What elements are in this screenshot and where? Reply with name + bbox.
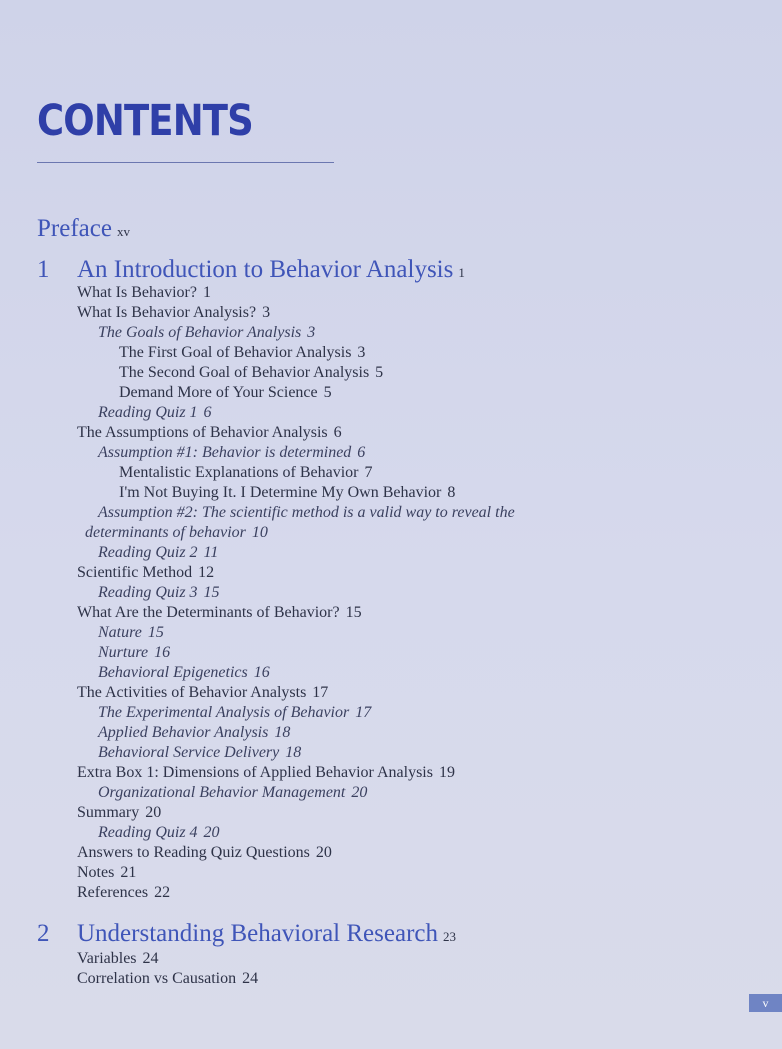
toc-entry[interactable]: Reading Quiz 3 15: [98, 584, 220, 601]
toc-entry[interactable]: Summary 20: [77, 804, 162, 821]
toc-entry[interactable]: References 22: [77, 884, 171, 901]
preface-title: Preface: [37, 215, 112, 242]
preface-page: xv: [116, 224, 130, 239]
chapter-title: An Introduction to Behavior Analysis 1: [77, 256, 465, 283]
toc-entry[interactable]: Nurture 16: [98, 644, 171, 661]
toc-entry[interactable]: Reading Quiz 2 11: [98, 544, 219, 561]
toc-entry[interactable]: Assumption #2: The scientific method is a valid way to reveal the: [98, 504, 515, 521]
toc-entry[interactable]: The Goals of Behavior Analysis 3: [98, 324, 316, 341]
toc-entry[interactable]: What Is Behavior Analysis? 3: [77, 304, 271, 321]
toc-entry[interactable]: Behavioral Epigenetics 16: [98, 664, 270, 681]
toc-entry[interactable]: What Is Behavior? 1: [77, 284, 211, 301]
chapter-2-entries: [77, 949, 258, 989]
toc-entry[interactable]: Variables 24: [77, 950, 159, 967]
toc-entry[interactable]: Correlation vs Causation 24: [77, 970, 259, 987]
toc-entry[interactable]: Nature 15: [98, 624, 164, 641]
toc-entry[interactable]: Reading Quiz 4 20: [98, 824, 220, 841]
toc-entry[interactable]: Mentalistic Explanations of Behavior 7: [119, 464, 373, 481]
toc-entry[interactable]: The Activities of Behavior Analysts 17: [77, 684, 329, 701]
toc-entry[interactable]: The First Goal of Behavior Analysis 3: [119, 344, 366, 361]
chapter-page: 1: [458, 265, 465, 280]
preface-entry[interactable]: [37, 215, 130, 243]
title-divider: [37, 162, 334, 163]
toc-entry[interactable]: Applied Behavior Analysis 18: [98, 724, 291, 741]
toc-entry[interactable]: Demand More of Your Science 5: [119, 384, 332, 401]
chapter-page: 23: [443, 929, 456, 944]
page-title: CONTENTS: [37, 96, 253, 146]
toc-entry[interactable]: Scientific Method 12: [77, 564, 215, 581]
toc-entry-continued[interactable]: determinants of behavior 10: [85, 524, 268, 541]
toc-entry[interactable]: Behavioral Service Delivery 18: [98, 744, 302, 761]
toc-entry[interactable]: The Assumptions of Behavior Analysis 6: [77, 424, 342, 441]
toc-entry[interactable]: Answers to Reading Quiz Questions 20: [77, 844, 332, 861]
chapter-1-entries: [77, 283, 521, 903]
toc-entry[interactable]: Extra Box 1: Dimensions of Applied Behavior Analysis 19: [77, 764, 455, 781]
page-number: v: [749, 994, 782, 1012]
chapter-number: 1: [37, 256, 50, 283]
toc-entry[interactable]: Reading Quiz 1 6: [98, 404, 212, 421]
toc-entry[interactable]: The Experimental Analysis of Behavior 17: [98, 704, 372, 721]
toc-entry[interactable]: What Are the Determinants of Behavior? 15: [77, 604, 362, 621]
toc-entry[interactable]: Notes 21: [77, 864, 137, 881]
chapter-title: Understanding Behavioral Research 23: [77, 920, 456, 947]
chapter-number: 2: [37, 920, 50, 947]
toc-entry[interactable]: Organizational Behavior Management 20: [98, 784, 368, 801]
toc-entry[interactable]: Assumption #1: Behavior is determined 6: [98, 444, 366, 461]
toc-entry[interactable]: I'm Not Buying It. I Determine My Own Behavior 8: [119, 484, 456, 501]
toc-entry[interactable]: The Second Goal of Behavior Analysis 5: [119, 364, 384, 381]
